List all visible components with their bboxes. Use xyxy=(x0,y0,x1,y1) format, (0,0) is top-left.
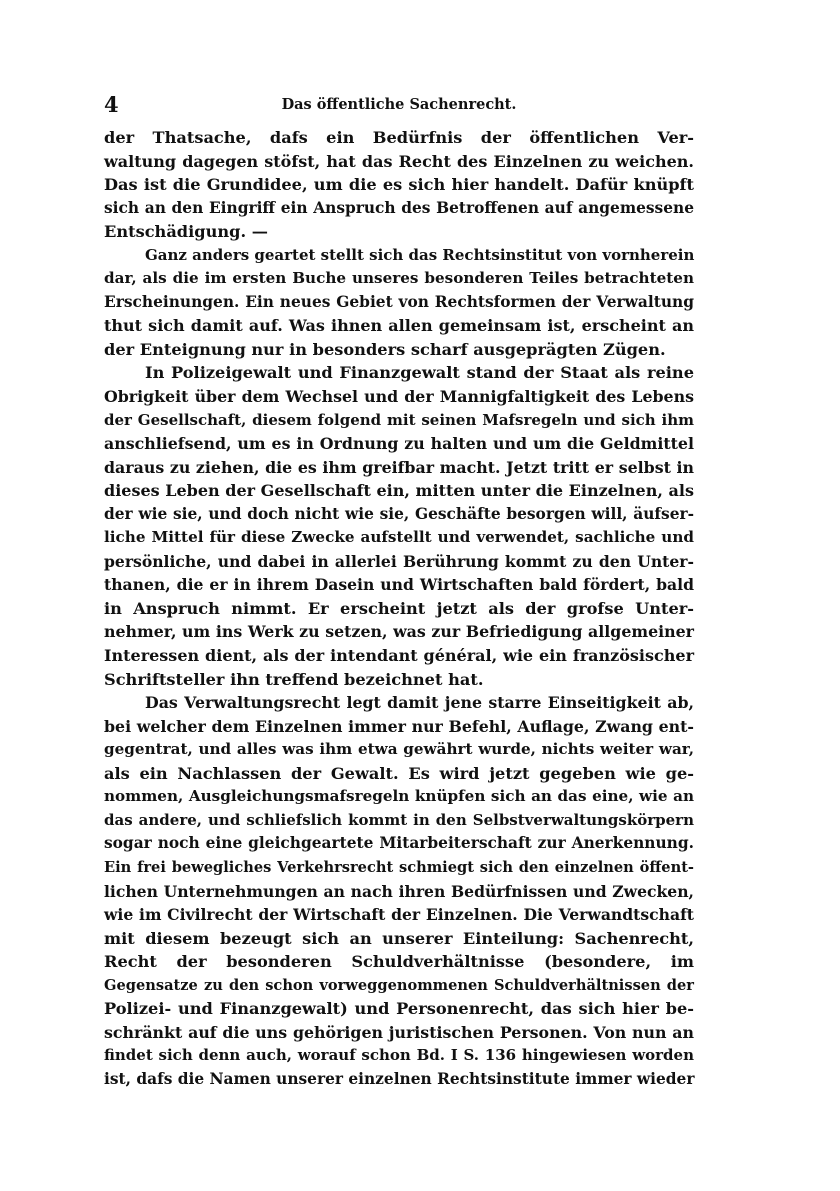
text-line: dieses Leben der Gesellschaft ein, mitten unter die Einzelnen, als xyxy=(104,481,694,501)
text-line: nehmer, um ins Werk zu setzen, was zur Befriedigung allgemeiner xyxy=(104,622,694,642)
text-line: der Gesellschaft, diesem folgend mit seinen Mafsregeln und sich ihm xyxy=(104,410,694,429)
running-title: Das öffentliche Sachenrecht. xyxy=(281,96,517,113)
paragraph-first-line: Ganz anders geartet stellt sich das Rechtsinstitut von vornherein xyxy=(145,245,695,264)
text-line: in Anspruch nimmt. Er erscheint jetzt als der grofse Unter- xyxy=(104,598,694,618)
text-line: der Thatsache, dafs ein Bedürfnis der öffentlichen Ver- xyxy=(104,128,694,147)
text-line: Gegensatze zu den schon vorweggenommenen Schuldverhältnissen der xyxy=(104,976,694,994)
text-line: das andere, und schliefslich kommt in den Selbstverwaltungskörpern xyxy=(104,810,694,829)
text-line: thanen, die er in ihrem Dasein und Wirtschaften bald fördert, bald xyxy=(104,575,694,595)
text-line: Obrigkeit über dem Wechsel und der Mannigfaltigkeit des Lebens xyxy=(104,387,694,407)
text-line: wie im Civilrecht der Wirtschaft der Einzelnen. Die Verwandtschaft xyxy=(104,905,694,925)
text-line: dar, als die im ersten Buche unseres besonderen Teiles betrachteten xyxy=(104,269,694,288)
text-line: Interessen dient, als der intendant général, wie ein französischer xyxy=(104,646,694,666)
text-line: gegentrat, und alles was ihm etwa gewährt wurde, nichts weiter war, xyxy=(104,740,694,759)
text-line: Schriftsteller ihn treffend bezeichnet hat. xyxy=(104,669,484,689)
text-line: schränkt auf die uns gehörigen juristischen Personen. Von nun an xyxy=(104,1022,694,1042)
text-line: lichen Unternehmungen an nach ihren Bedürfnissen und Zwecken, xyxy=(104,881,694,901)
text-line: anschliefsend, um es in Ordnung zu halten und um die Geldmittel xyxy=(104,434,694,454)
text-line: sogar noch eine gleichgeartete Mitarbeiterschaft zur Anerkennung. xyxy=(104,834,694,853)
text-line: der Enteignung nur in besonders scharf ausgeprägten Zügen. xyxy=(104,339,666,359)
text-line: Entschädigung. — xyxy=(104,222,268,242)
text-line: bei welcher dem Einzelnen immer nur Befehl, Auflage, Zwang ent- xyxy=(104,716,694,736)
text-line: Polizei- und Finanzgewalt) und Personenrecht, das sich hier be- xyxy=(104,999,694,1019)
text-line: Ein frei bewegliches Verkehrsrecht schmiegt sich den einzelnen öffent- xyxy=(104,858,694,876)
text-line: mit diesem bezeugt sich an unserer Einteilung: Sachenrecht, xyxy=(104,928,694,948)
text-line: thut sich damit auf. Was ihnen allen gemeinsam ist, erscheint an xyxy=(104,316,694,336)
text-line: sich an den Eingriff ein Anspruch des Betroffenen auf angemessene xyxy=(104,198,694,217)
text-line: nommen, Ausgleichungsmafsregeln knüpfen sich an das eine, wie an xyxy=(104,787,694,806)
text-line: Recht der besonderen Schuldverhältnisse (besondere, im xyxy=(104,952,694,972)
text-line: findet sich denn auch, worauf schon Bd. I S. 136 hingewiesen worden xyxy=(104,1046,694,1065)
paragraph-first-line: In Polizeigewalt und Finanzgewalt stand der Staat als reine xyxy=(145,363,694,383)
text-line: Das ist die Grundidee, um die es sich hier handelt. Dafür knüpft xyxy=(104,175,694,195)
text-line: liche Mittel für diese Zwecke aufstellt und verwendet, sachliche und xyxy=(104,528,694,547)
text-line: der wie sie, und doch nicht wie sie, Geschäfte besorgen will, äufser- xyxy=(104,504,694,523)
paragraph-first-line: Das Verwaltungsrecht legt damit jene starre Einseitigkeit ab, xyxy=(145,693,694,713)
text-line: als ein Nachlassen der Gewalt. Es wird jetzt gegeben wie ge- xyxy=(104,763,694,783)
body-text xyxy=(104,126,694,1091)
page-header xyxy=(104,92,694,118)
text-line: daraus zu ziehen, die es ihm greifbar macht. Jetzt tritt er selbst in xyxy=(104,457,694,477)
text-line: persönliche, und dabei in allerlei Berührung kommt zu den Unter- xyxy=(104,551,694,571)
page-number: 4 xyxy=(104,92,119,117)
text-line: waltung dagegen stöfst, hat das Recht des Einzelnen zu weichen. xyxy=(104,151,694,171)
text-line: Erscheinungen. Ein neues Gebiet von Rechtsformen der Verwaltung xyxy=(104,292,694,311)
text-line: ist, dafs die Namen unserer einzelnen Rechtsinstitute immer wieder xyxy=(104,1069,695,1088)
